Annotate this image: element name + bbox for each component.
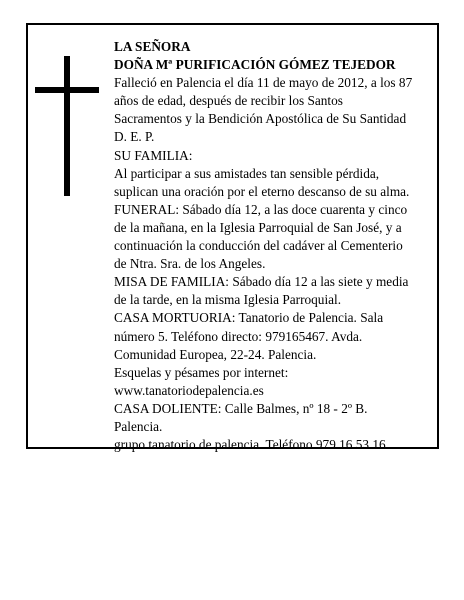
funeral-line: de Ntra. Sra. de los Angeles. xyxy=(114,256,266,272)
contact-line: grupo tanatorio de palencia. Teléfono 979 16 53 16 xyxy=(114,437,386,453)
funeral-home-line: CASA MORTUORIA: Tanatorio de Palencia. Sala xyxy=(114,310,384,326)
family-message-line: suplican una oración por el eterno descanso de su alma. xyxy=(114,183,410,199)
notice-title: LA SEÑORA xyxy=(114,39,191,54)
family-heading: SU FAMILIA: xyxy=(114,147,193,163)
notice-body xyxy=(114,38,432,454)
funeral-line: continuación la conducción del cadáver al Cementerio xyxy=(114,238,403,254)
website-line: www.tanatoriodepalencia.es xyxy=(114,382,264,398)
family-mass-line: de la tarde, en la misma Iglesia Parroquial. xyxy=(114,292,342,308)
funeral-line: de la mañana, en la Iglesia Parroquial de San José, y a xyxy=(114,219,402,235)
funeral-home-line: número 5. Teléfono directo: 979165467. Avda. xyxy=(114,328,363,344)
family-home-line: CASA DOLIENTE: Calle Balmes, nº 18 - 2º B. xyxy=(114,400,368,416)
deceased-name: DOÑA Mª PURIFICACIÓN GÓMEZ TEJEDOR xyxy=(114,57,396,73)
death-details-line: Sacramentos y la Bendición Apostólica de Su Santidad xyxy=(114,111,407,127)
death-details-line: años de edad, después de recibir los Santos xyxy=(114,93,343,109)
cross-icon xyxy=(35,56,99,196)
rip-line: D. E. P. xyxy=(114,129,155,145)
funeral-home-line: Comunidad Europea, 22-24. Palencia. xyxy=(114,346,317,362)
family-message-line: Al participar a sus amistades tan sensible pérdida, xyxy=(114,165,380,181)
internet-condolences-line: Esquelas y pésames por internet: xyxy=(114,364,289,380)
death-details-line: Falleció en Palencia el día 11 de mayo de 2012, a los 87 xyxy=(114,75,413,91)
funeral-line: FUNERAL: Sábado día 12, a las doce cuarenta y cinco xyxy=(114,201,408,217)
cross-vertical-bar xyxy=(64,56,70,196)
cross-horizontal-bar xyxy=(35,87,99,93)
family-mass-line: MISA DE FAMILIA: Sábado día 12 a las siete y media xyxy=(114,274,409,290)
family-home-line: Palencia. xyxy=(114,418,163,434)
